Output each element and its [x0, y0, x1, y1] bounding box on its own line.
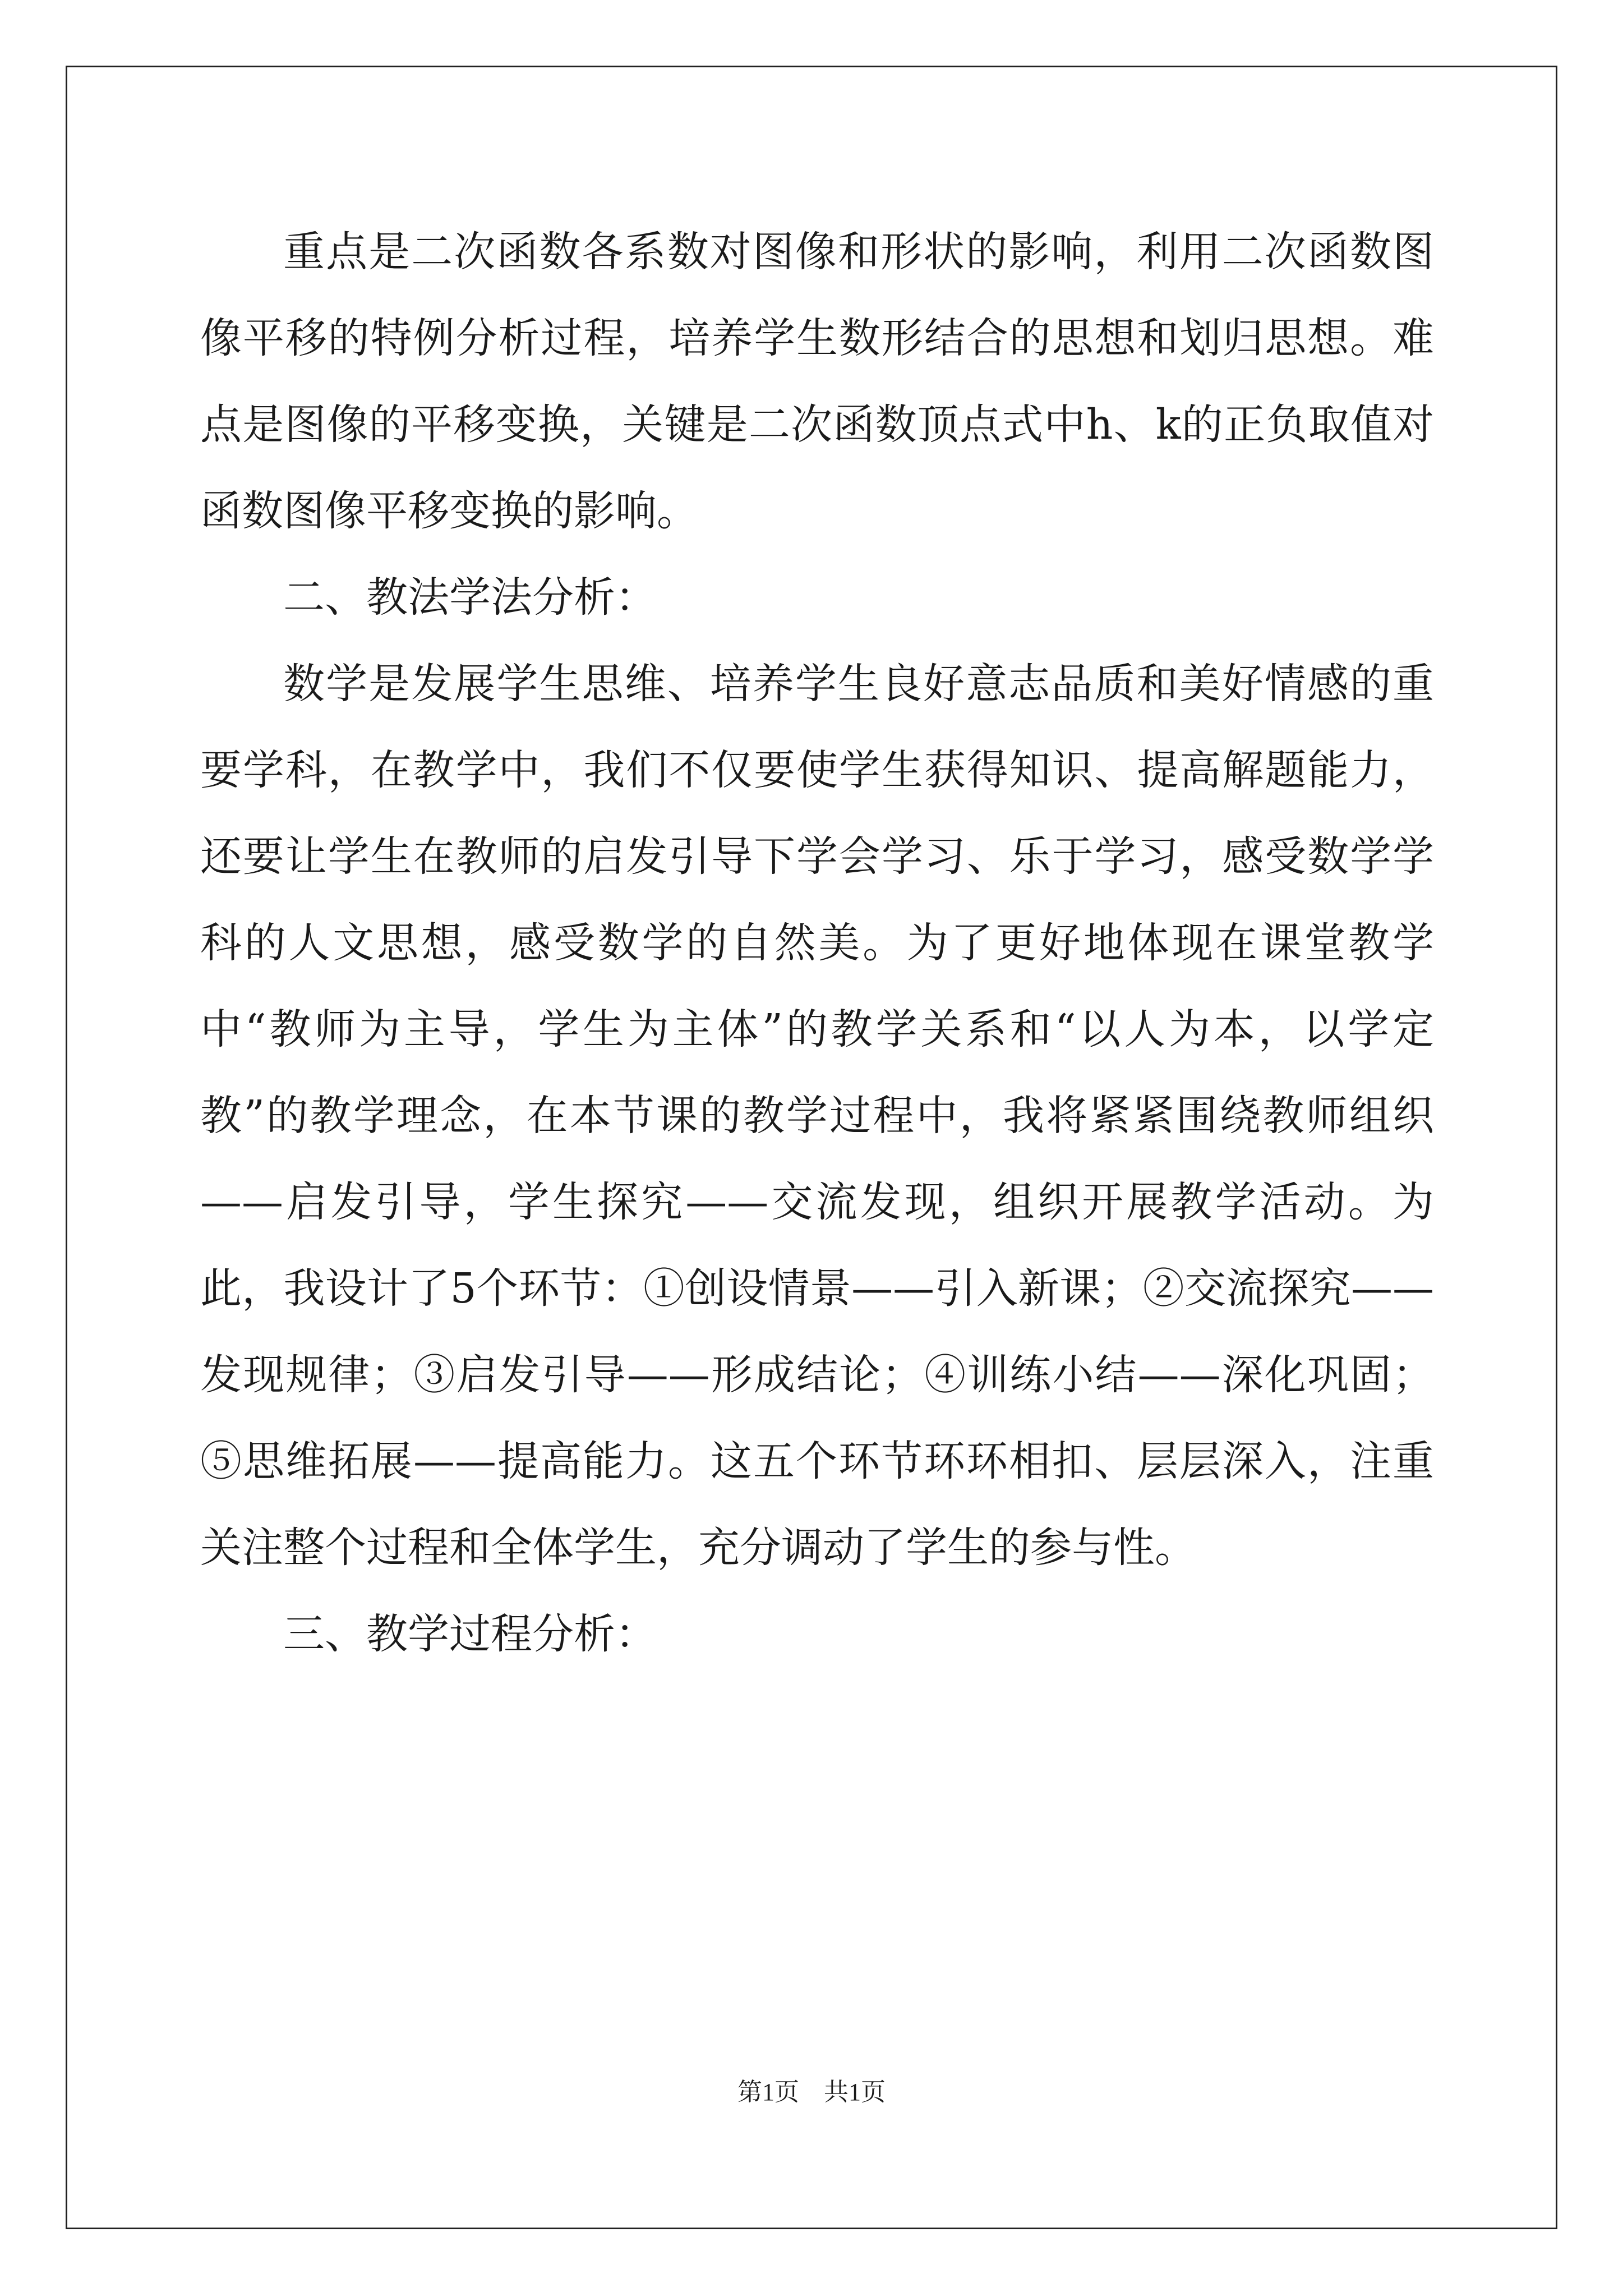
paragraph-key-points: 重点是二次函数各系数对图像和形状的影响，利用二次函数图像平移的特例分析过程，培养学生数形结合的思想和划归思想。难点是图像的平移变换，关键是二次函数顶点式中h、k的正负取值对函数图像平移变换的影响。	[200, 228, 1434, 535]
section-heading-teaching-process: 三、教学过程分析：	[283, 1610, 657, 1658]
section-heading-teaching-methods: 二、教法学法分析：	[283, 573, 657, 622]
document-body	[200, 209, 1434, 1677]
paragraph-teaching-methods: 数学是发展学生思维、培养学生良好意志品质和美好情感的重要学科，在教学中，我们不仅要使学生获得知识、提高解题能力，还要让学生在教师的启发引导下学会学习、乐于学习，感受数学学科的人文思想，感受数学的自然美。为了更好地体现在课堂教学中“教师为主导，学生为主体”的教学关系和“以人为本，以学定教”的教学理念，在本节课的教学过程中，我将紧紧围绕教师组织——启发引导，学生探究——交流发现，组织开展教学活动。为此，我设计了5个环节：①创设情景——引入新课；②交流探究——发现规律；③启发引导——形成结论；④训练小结——深化巩固；⑤思维拓展——提高能力。这五个环节环环相扣、层层深入，注重关注整个过程和全体学生，充分调动了学生的参与性。	[200, 660, 1434, 1572]
page-footer: 第1页 共1页	[737, 2078, 886, 2106]
